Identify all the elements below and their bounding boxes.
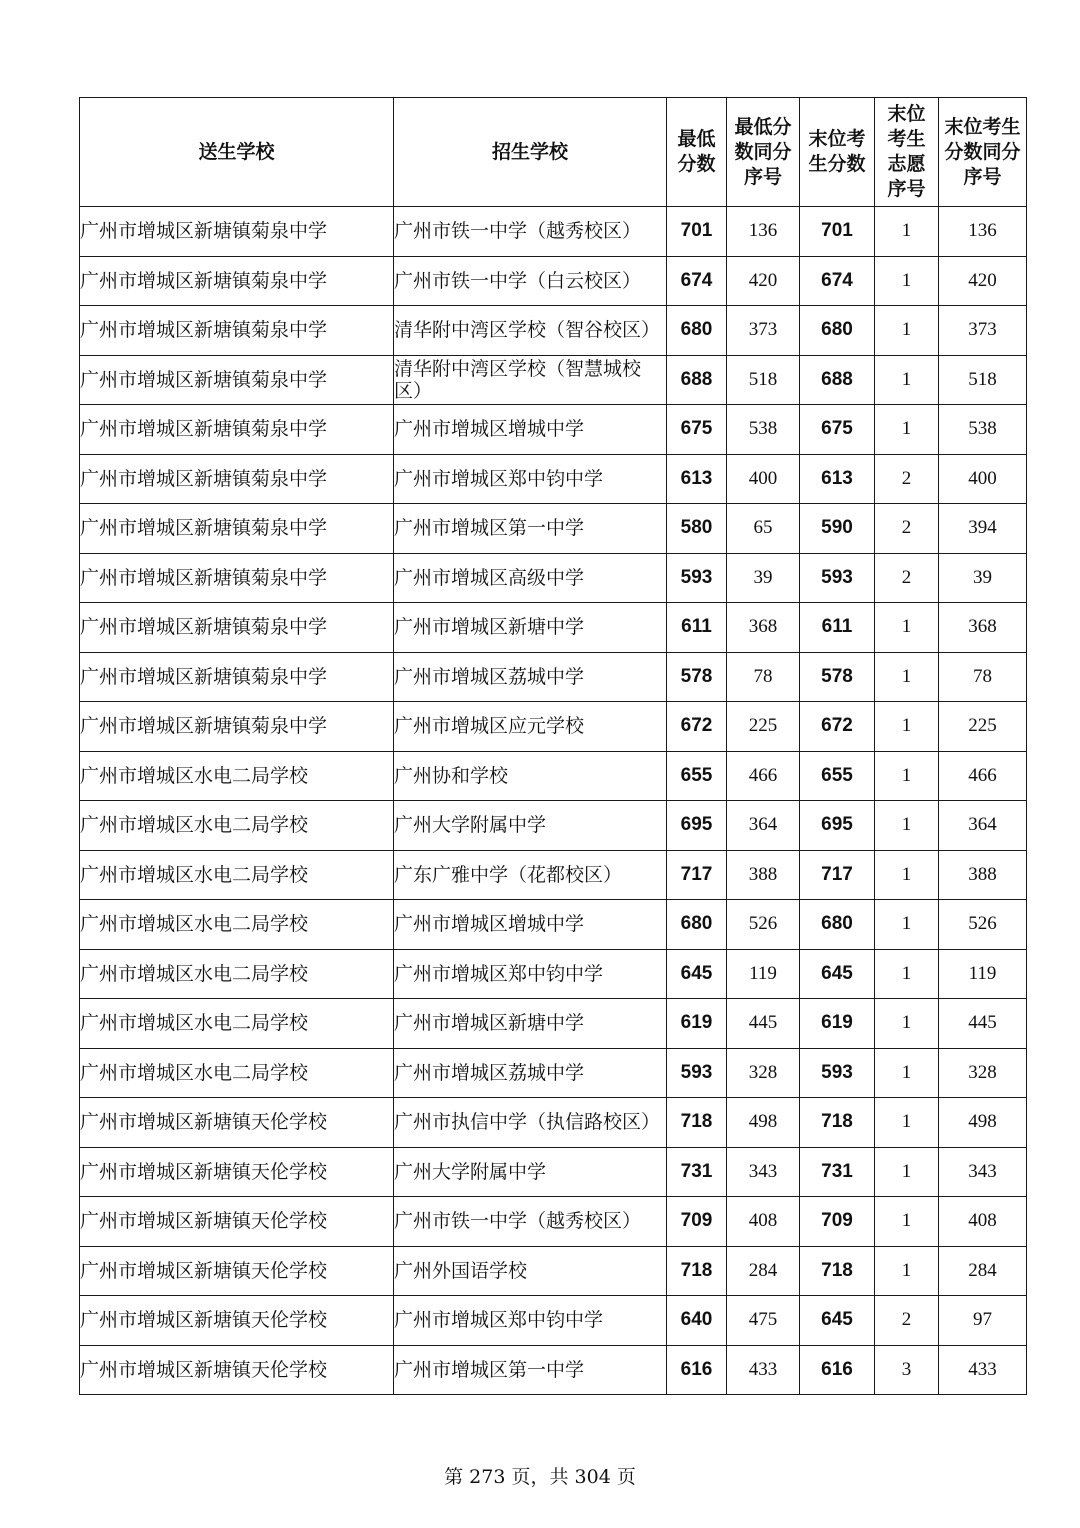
last-score-cell: 645 [800,1296,875,1346]
receiver-school-cell: 广州市增城区第一中学 [394,504,667,554]
table-header-row [80,98,1027,207]
last-score-rank-cell: 538 [939,405,1027,455]
last-choice-order-cell: 1 [875,306,939,356]
sender-school-cell: 广州市增城区水电二局学校 [80,801,394,851]
receiver-school-cell: 广州市增城区高级中学 [394,553,667,603]
min-score-rank-cell: 284 [727,1246,800,1296]
admission-score-table [79,97,1027,1395]
receiver-school-cell: 广州外国语学校 [394,1246,667,1296]
last-score-cell: 613 [800,454,875,504]
min-score-cell: 611 [667,603,727,653]
last-score-cell: 590 [800,504,875,554]
sender-school-cell: 广州市增城区新塘镇天伦学校 [80,1197,394,1247]
table-body [80,207,1027,1395]
min-score-cell: 688 [667,355,727,405]
receiver-school-cell: 广州市增城区新塘中学 [394,603,667,653]
min-score-rank-cell: 498 [727,1098,800,1148]
min-score-cell: 619 [667,999,727,1049]
table-row [80,1098,1027,1148]
receiver-school-cell: 广州市增城区郑中钧中学 [394,454,667,504]
table-row [80,1345,1027,1395]
min-score-rank-cell: 526 [727,900,800,950]
last-score-rank-cell: 328 [939,1048,1027,1098]
last-score-cell: 695 [800,801,875,851]
last-score-rank-cell: 368 [939,603,1027,653]
min-score-cell: 640 [667,1296,727,1346]
table-row [80,949,1027,999]
sender-school-cell: 广州市增城区新塘镇天伦学校 [80,1296,394,1346]
receiver-school-cell: 清华附中湾区学校（智谷校区） [394,306,667,356]
header-min-score: 最低 分数 [667,98,727,207]
min-score-rank-cell: 538 [727,405,800,455]
table-row [80,1147,1027,1197]
min-score-cell: 731 [667,1147,727,1197]
last-score-cell: 593 [800,1048,875,1098]
last-score-rank-cell: 388 [939,850,1027,900]
receiver-school-cell: 广州市铁一中学（越秀校区） [394,207,667,257]
receiver-school-cell: 广州大学附属中学 [394,801,667,851]
sender-school-cell: 广州市增城区水电二局学校 [80,751,394,801]
table-row [80,355,1027,405]
table-row [80,1296,1027,1346]
last-choice-order-cell: 1 [875,850,939,900]
last-score-cell: 611 [800,603,875,653]
sender-school-cell: 广州市增城区水电二局学校 [80,850,394,900]
last-score-cell: 672 [800,702,875,752]
sender-school-cell: 广州市增城区新塘镇菊泉中学 [80,504,394,554]
min-score-rank-cell: 65 [727,504,800,554]
receiver-school-cell: 广东广雅中学（花都校区） [394,850,667,900]
min-score-cell: 593 [667,1048,727,1098]
receiver-school-cell: 广州市增城区新塘中学 [394,999,667,1049]
header-min-score-rank: 最低分 数同分 序号 [727,98,800,207]
last-score-rank-cell: 119 [939,949,1027,999]
table-row [80,1197,1027,1247]
receiver-school-cell: 广州市增城区增城中学 [394,900,667,950]
min-score-cell: 680 [667,306,727,356]
last-score-rank-cell: 39 [939,553,1027,603]
table-row [80,207,1027,257]
sender-school-cell: 广州市增城区水电二局学校 [80,1048,394,1098]
last-score-rank-cell: 420 [939,256,1027,306]
last-score-rank-cell: 343 [939,1147,1027,1197]
min-score-cell: 717 [667,850,727,900]
last-score-cell: 680 [800,900,875,950]
last-score-cell: 709 [800,1197,875,1247]
sender-school-cell: 广州市增城区新塘镇菊泉中学 [80,405,394,455]
receiver-school-cell: 广州市增城区应元学校 [394,702,667,752]
min-score-rank-cell: 368 [727,603,800,653]
table-row [80,801,1027,851]
min-score-cell: 645 [667,949,727,999]
last-score-rank-cell: 284 [939,1246,1027,1296]
last-score-cell: 688 [800,355,875,405]
sender-school-cell: 广州市增城区新塘镇菊泉中学 [80,207,394,257]
table-row [80,999,1027,1049]
min-score-rank-cell: 343 [727,1147,800,1197]
last-score-rank-cell: 466 [939,751,1027,801]
last-score-cell: 675 [800,405,875,455]
last-choice-order-cell: 1 [875,1197,939,1247]
min-score-rank-cell: 433 [727,1345,800,1395]
sender-school-cell: 广州市增城区水电二局学校 [80,900,394,950]
receiver-school-cell: 广州市铁一中学（越秀校区） [394,1197,667,1247]
table-row [80,850,1027,900]
sender-school-cell: 广州市增城区新塘镇菊泉中学 [80,454,394,504]
min-score-cell: 578 [667,652,727,702]
receiver-school-cell: 广州市增城区郑中钧中学 [394,1296,667,1346]
last-choice-order-cell: 1 [875,999,939,1049]
table-row [80,454,1027,504]
last-score-cell: 701 [800,207,875,257]
sender-school-cell: 广州市增城区新塘镇菊泉中学 [80,603,394,653]
last-choice-order-cell: 1 [875,1246,939,1296]
sender-school-cell: 广州市增城区新塘镇天伦学校 [80,1345,394,1395]
last-choice-order-cell: 1 [875,405,939,455]
min-score-rank-cell: 420 [727,256,800,306]
table-row [80,256,1027,306]
receiver-school-cell: 广州市增城区增城中学 [394,405,667,455]
min-score-cell: 718 [667,1246,727,1296]
last-score-rank-cell: 400 [939,454,1027,504]
min-score-cell: 695 [667,801,727,851]
last-choice-order-cell: 2 [875,1296,939,1346]
min-score-rank-cell: 364 [727,801,800,851]
table-row [80,553,1027,603]
min-score-cell: 680 [667,900,727,950]
last-score-cell: 718 [800,1246,875,1296]
last-score-rank-cell: 364 [939,801,1027,851]
last-score-cell: 578 [800,652,875,702]
last-choice-order-cell: 1 [875,1147,939,1197]
table-row [80,405,1027,455]
min-score-cell: 580 [667,504,727,554]
last-choice-order-cell: 1 [875,207,939,257]
min-score-cell: 674 [667,256,727,306]
sender-school-cell: 广州市增城区新塘镇菊泉中学 [80,306,394,356]
header-receiver-school: 招生学校 [394,98,667,207]
min-score-rank-cell: 475 [727,1296,800,1346]
min-score-cell: 613 [667,454,727,504]
min-score-rank-cell: 445 [727,999,800,1049]
last-choice-order-cell: 1 [875,949,939,999]
last-choice-order-cell: 1 [875,603,939,653]
table-row [80,306,1027,356]
min-score-rank-cell: 408 [727,1197,800,1247]
min-score-rank-cell: 225 [727,702,800,752]
last-score-rank-cell: 518 [939,355,1027,405]
min-score-rank-cell: 119 [727,949,800,999]
min-score-cell: 701 [667,207,727,257]
last-score-cell: 717 [800,850,875,900]
last-score-rank-cell: 433 [939,1345,1027,1395]
receiver-school-cell: 广州市执信中学（执信路校区） [394,1098,667,1148]
last-score-cell: 680 [800,306,875,356]
receiver-school-cell: 广州市增城区荔城中学 [394,1048,667,1098]
min-score-rank-cell: 518 [727,355,800,405]
table-row [80,1048,1027,1098]
last-choice-order-cell: 3 [875,1345,939,1395]
min-score-rank-cell: 400 [727,454,800,504]
last-choice-order-cell: 2 [875,454,939,504]
last-score-rank-cell: 373 [939,306,1027,356]
last-choice-order-cell: 2 [875,504,939,554]
header-last-score-rank: 末位考生 分数同分 序号 [939,98,1027,207]
receiver-school-cell: 广州协和学校 [394,751,667,801]
last-score-rank-cell: 225 [939,702,1027,752]
last-score-cell: 655 [800,751,875,801]
last-choice-order-cell: 1 [875,702,939,752]
header-last-choice-order: 末位 考生 志愿 序号 [875,98,939,207]
receiver-school-cell: 广州市增城区荔城中学 [394,652,667,702]
receiver-school-cell: 广州大学附属中学 [394,1147,667,1197]
receiver-school-cell: 广州市增城区郑中钧中学 [394,949,667,999]
last-choice-order-cell: 1 [875,1098,939,1148]
sender-school-cell: 广州市增城区新塘镇菊泉中学 [80,553,394,603]
min-score-rank-cell: 388 [727,850,800,900]
sender-school-cell: 广州市增城区新塘镇天伦学校 [80,1098,394,1148]
header-last-score: 末位考 生分数 [800,98,875,207]
table-row [80,504,1027,554]
last-score-rank-cell: 394 [939,504,1027,554]
min-score-rank-cell: 373 [727,306,800,356]
sender-school-cell: 广州市增城区新塘镇菊泉中学 [80,256,394,306]
last-score-rank-cell: 498 [939,1098,1027,1148]
table-row [80,751,1027,801]
min-score-cell: 709 [667,1197,727,1247]
last-score-rank-cell: 97 [939,1296,1027,1346]
last-score-cell: 593 [800,553,875,603]
table-row [80,900,1027,950]
receiver-school-cell: 清华附中湾区学校（智慧城校区） [394,355,667,405]
sender-school-cell: 广州市增城区新塘镇天伦学校 [80,1246,394,1296]
last-choice-order-cell: 1 [875,256,939,306]
last-score-cell: 645 [800,949,875,999]
sender-school-cell: 广州市增城区新塘镇菊泉中学 [80,355,394,405]
min-score-cell: 675 [667,405,727,455]
min-score-cell: 593 [667,553,727,603]
last-choice-order-cell: 2 [875,553,939,603]
last-score-rank-cell: 136 [939,207,1027,257]
last-score-cell: 731 [800,1147,875,1197]
table-row [80,1246,1027,1296]
last-score-rank-cell: 526 [939,900,1027,950]
sender-school-cell: 广州市增城区水电二局学校 [80,999,394,1049]
sender-school-cell: 广州市增城区新塘镇菊泉中学 [80,702,394,752]
last-score-cell: 718 [800,1098,875,1148]
last-choice-order-cell: 1 [875,1048,939,1098]
last-choice-order-cell: 1 [875,900,939,950]
last-choice-order-cell: 1 [875,355,939,405]
receiver-school-cell: 广州市增城区第一中学 [394,1345,667,1395]
min-score-cell: 718 [667,1098,727,1148]
table-row [80,603,1027,653]
min-score-rank-cell: 136 [727,207,800,257]
page-number-footer: 第 273 页，共 304 页 [444,1466,636,1488]
min-score-cell: 672 [667,702,727,752]
min-score-rank-cell: 78 [727,652,800,702]
sender-school-cell: 广州市增城区新塘镇天伦学校 [80,1147,394,1197]
last-score-rank-cell: 445 [939,999,1027,1049]
last-score-cell: 616 [800,1345,875,1395]
min-score-rank-cell: 39 [727,553,800,603]
last-score-rank-cell: 78 [939,652,1027,702]
table-row [80,652,1027,702]
header-sender-school: 送生学校 [80,98,394,207]
table-row [80,702,1027,752]
last-score-cell: 619 [800,999,875,1049]
last-choice-order-cell: 1 [875,652,939,702]
min-score-rank-cell: 328 [727,1048,800,1098]
sender-school-cell: 广州市增城区水电二局学校 [80,949,394,999]
last-score-rank-cell: 408 [939,1197,1027,1247]
last-choice-order-cell: 1 [875,801,939,851]
min-score-cell: 655 [667,751,727,801]
receiver-school-cell: 广州市铁一中学（白云校区） [394,256,667,306]
min-score-rank-cell: 466 [727,751,800,801]
last-score-cell: 674 [800,256,875,306]
last-choice-order-cell: 1 [875,751,939,801]
sender-school-cell: 广州市增城区新塘镇菊泉中学 [80,652,394,702]
min-score-cell: 616 [667,1345,727,1395]
